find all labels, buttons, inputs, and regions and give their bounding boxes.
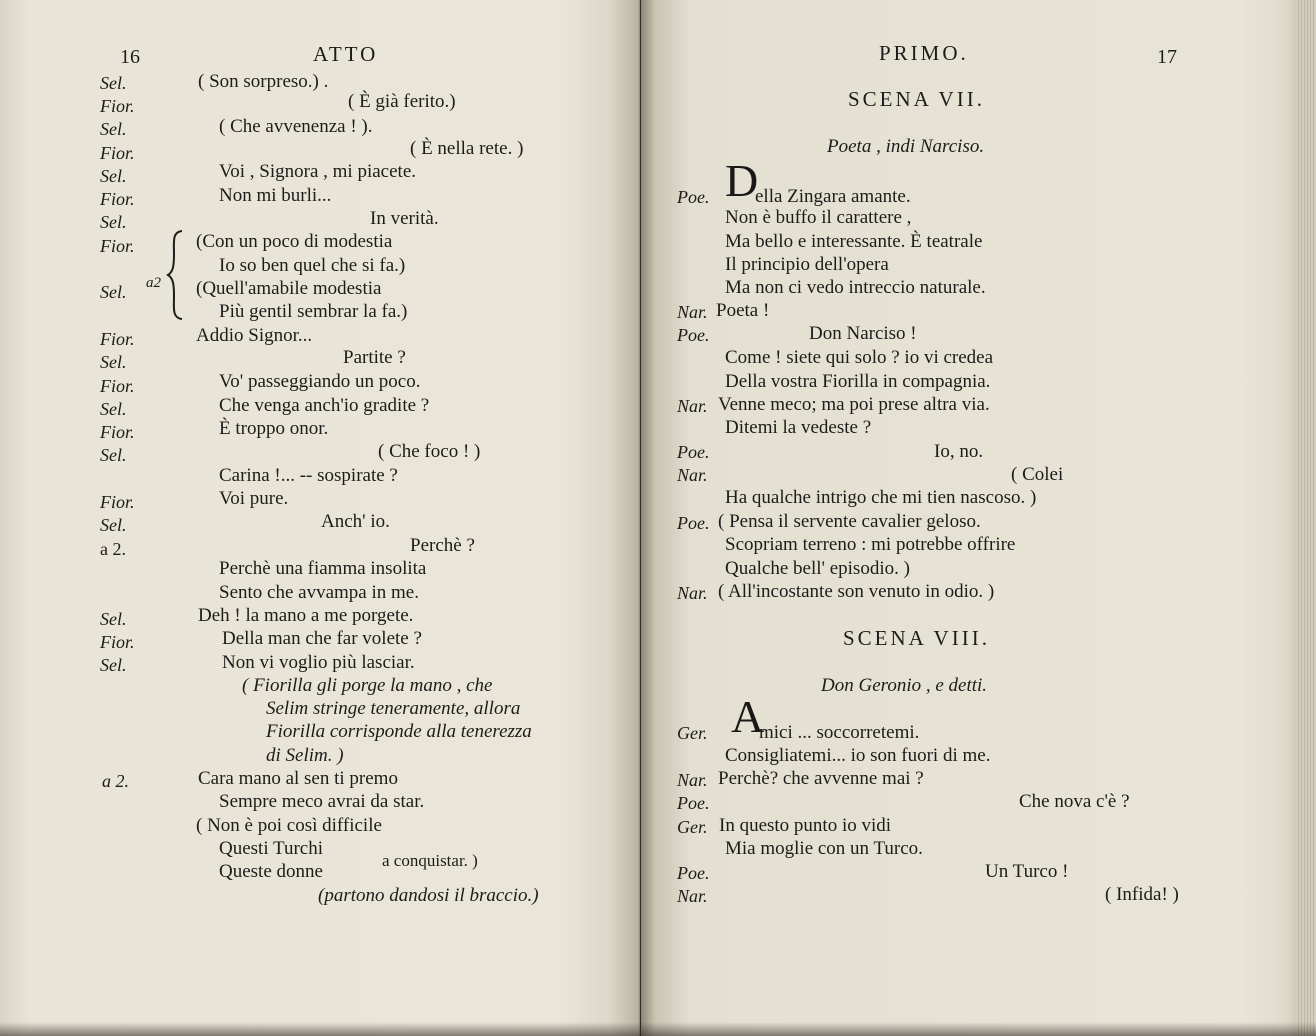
speaker: Sel. [100, 166, 127, 186]
verse-line: Il principio dell'opera [725, 254, 889, 275]
verse-line: Ha qualche intrigo che mi tien nascoso. ) [725, 487, 1037, 508]
scene-title: SCENA VIII. [843, 626, 990, 650]
speaker: Sel. [100, 352, 127, 372]
drop-cap: A [731, 691, 765, 742]
verse-line: Ma bello e interessante. È teatrale [725, 231, 983, 252]
verse-line: (Con un poco di modestia [196, 231, 393, 252]
right-page [641, 0, 1296, 1036]
verse-line: Non mi burli... [219, 185, 332, 206]
verse-line: Della man che far volete ? [222, 628, 422, 649]
verse-line: Carina !... -- sospirate ? [219, 465, 398, 486]
verse-line: Addio Signor... [196, 325, 313, 346]
verse-line: Vo' passeggiando un poco. [219, 371, 421, 392]
verse-line: Cara mano al sen ti premo [198, 768, 398, 789]
verse-line: Queste donne [219, 861, 323, 882]
verse-line: Perchè? che avvenne mai ? [718, 768, 924, 789]
verse-line: Don Narciso ! [809, 323, 917, 344]
verse-line: Qualche bell' episodio. ) [725, 558, 910, 579]
verse-line: Consigliatemi... io son fuori di me. [725, 745, 991, 766]
verse-line: Ma non ci vedo intreccio naturale. [725, 277, 986, 298]
verse-line: Ditemi la vedeste ? [725, 417, 872, 438]
verse-line: ( Son sorpreso.) . [198, 71, 329, 92]
curly-brace-icon [164, 228, 194, 322]
bottom-shadow [0, 1022, 1316, 1036]
speaker: Sel. [100, 212, 127, 232]
verse-line: Voi pure. [219, 488, 289, 509]
verse-line: Voi , Signora , mi piacete. [219, 161, 417, 182]
verse-line: ( Infida! ) [1105, 884, 1179, 905]
running-header: PRIMO. [879, 41, 969, 65]
speaker: Nar. [677, 770, 708, 790]
scene-title: SCENA VII. [848, 87, 985, 111]
verse-line: Della vostra Fiorilla in compagnia. [725, 371, 991, 392]
speaker: Poe. [677, 513, 710, 533]
verse-line: In verità. [370, 208, 439, 229]
verse-line: ( All'incostante son venuto in odio. ) [718, 581, 995, 602]
verse-line: ella Zingara amante. [755, 186, 911, 207]
verse-line: a conquistar. ) [382, 851, 478, 870]
stage-direction: Fiorilla corrisponde alla tenerezza [266, 721, 532, 742]
verse-line: ( Che foco ! ) [378, 441, 481, 462]
verse-line: Sempre meco avrai da star. [219, 791, 425, 812]
speaker: Poe. [677, 187, 710, 207]
speaker: Sel. [100, 399, 127, 419]
speaker: Nar. [677, 302, 708, 322]
drop-cap: D [725, 155, 759, 206]
speaker: Nar. [677, 583, 708, 603]
verse-line: Perchè ? [410, 535, 475, 556]
verse-line: Un Turco ! [985, 861, 1069, 882]
running-header: ATTO [313, 42, 379, 66]
page-number: 17 [1157, 46, 1177, 68]
speaker: a 2. [102, 771, 129, 791]
verse-line: Che venga anch'io gradite ? [219, 395, 430, 416]
verse-line: Non è buffo il carattere , [725, 207, 912, 228]
verse-line: È troppo onor. [219, 418, 329, 439]
scene-cast: Poeta , indi Narciso. [827, 136, 985, 157]
speaker: Sel. [100, 445, 127, 465]
speaker: Sel. [100, 119, 127, 139]
verse-line: ( È nella rete. ) [410, 138, 524, 159]
left-page [0, 0, 640, 1036]
page-edges [1296, 0, 1316, 1036]
stage-direction: Selim stringe teneramente, allora [266, 698, 521, 719]
a2-mark: a2 [146, 275, 161, 291]
speaker: Sel. [100, 73, 127, 93]
speaker: Nar. [677, 396, 708, 416]
verse-line: Sento che avvampa in me. [219, 582, 419, 603]
stage-direction: ( Fiorilla gli porge la mano , che [242, 675, 493, 696]
verse-line: Venne meco; ma poi prese altra via. [718, 394, 990, 415]
speaker: Poe. [677, 442, 710, 462]
speaker: Ger. [677, 723, 708, 743]
verse-line: In questo punto io vidi [719, 815, 892, 836]
verse-line: Scopriam terreno : mi potrebbe offrire [725, 534, 1016, 555]
speaker: Fior. [100, 143, 135, 163]
verse-line: mici ... soccorretemi. [759, 722, 920, 743]
speaker: Fior. [100, 236, 135, 256]
verse-line: Partite ? [343, 347, 406, 368]
verse-line: Anch' io. [321, 511, 390, 532]
speaker: Poe. [677, 863, 710, 883]
verse-line: Come ! siete qui solo ? io vi credea [725, 347, 994, 368]
speaker: a 2. [100, 539, 126, 559]
speaker: Fior. [100, 329, 135, 349]
stage-direction: (partono dandosi il braccio.) [318, 885, 539, 906]
verse-line: ( Non è poi così difficile [196, 815, 382, 836]
verse-line: Che nova c'è ? [1019, 791, 1130, 812]
verse-line: Non vi voglio più lasciar. [222, 652, 415, 673]
verse-line: ( Che avvenenza ! ). [219, 116, 373, 137]
verse-line: Questi Turchi [219, 838, 323, 859]
verse-line: Deh ! la mano a me porgete. [198, 605, 414, 626]
speaker: Fior. [100, 632, 135, 652]
speaker: Nar. [677, 465, 708, 485]
verse-line: ( È già ferito.) [348, 91, 456, 112]
verse-line: Poeta ! [716, 300, 770, 321]
speaker: Poe. [677, 325, 710, 345]
page-number: 16 [120, 46, 140, 68]
speaker: Nar. [677, 886, 708, 906]
speaker: Sel. [100, 515, 127, 535]
speaker: Fior. [100, 492, 135, 512]
stage-direction: di Selim. ) [266, 745, 344, 766]
speaker: Fior. [100, 376, 135, 396]
verse-line: ( Pensa il servente cavalier geloso. [718, 511, 981, 532]
verse-line: Io, no. [934, 441, 984, 462]
verse-line: Io so ben quel che si fa.) [219, 255, 406, 276]
speaker: Fior. [100, 422, 135, 442]
scene-cast: Don Geronio , e detti. [821, 675, 988, 696]
verse-line: Mia moglie con un Turco. [725, 838, 923, 859]
verse-line: (Quell'amabile modestia [196, 278, 382, 299]
speaker: Sel. [100, 282, 127, 302]
verse-line: Più gentil sembrar la fa.) [219, 301, 408, 322]
speaker: Poe. [677, 793, 710, 813]
speaker: Sel. [100, 655, 127, 675]
speaker: Ger. [677, 817, 708, 837]
verse-line: Perchè una fiamma insolita [219, 558, 427, 579]
verse-line: ( Colei [1011, 464, 1064, 485]
speaker: Fior. [100, 189, 135, 209]
speaker: Fior. [100, 96, 135, 116]
speaker: Sel. [100, 609, 127, 629]
